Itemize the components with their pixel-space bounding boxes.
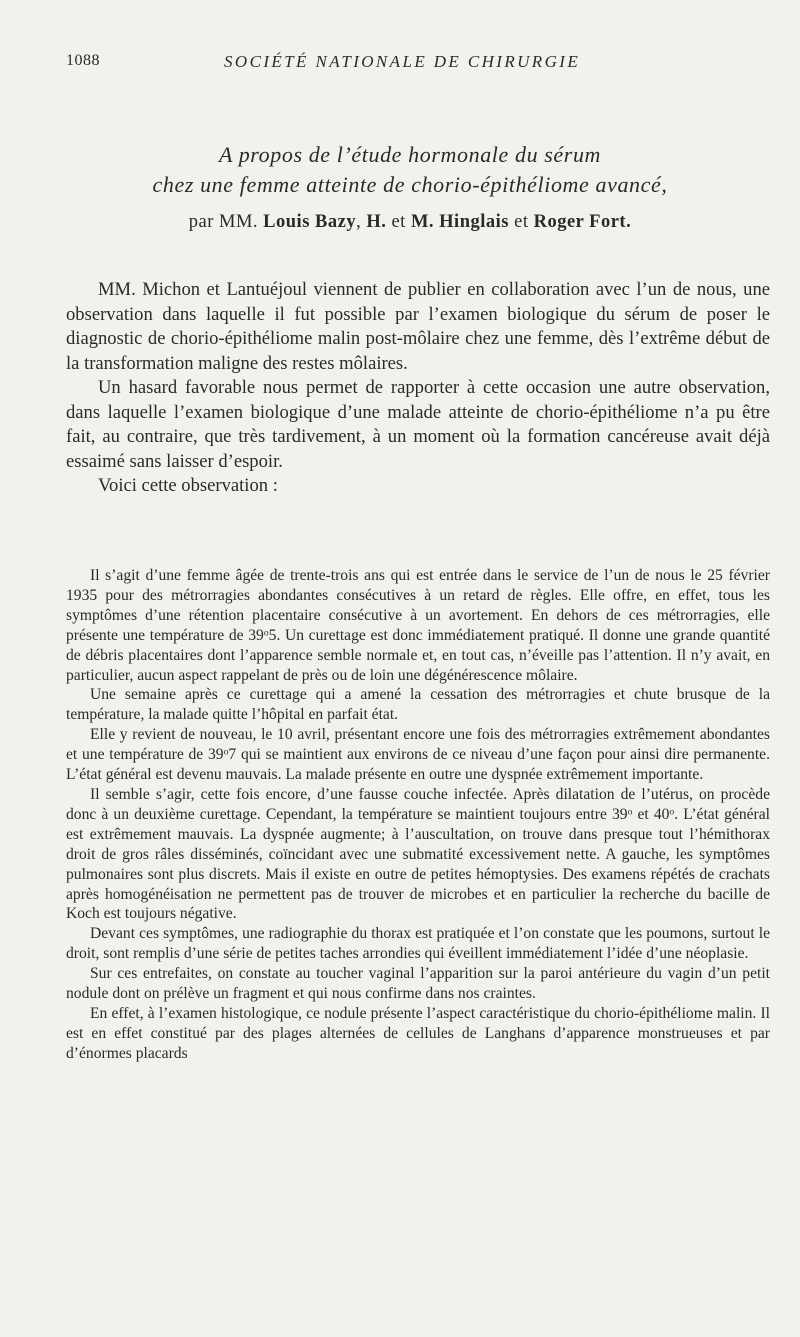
title-line-1: A propos de l’étude hormonale du sérum <box>218 142 602 167</box>
observation-paragraph-4: Il semble s’agir, cette fois encore, d’une fausse couche infectée. Après dilatation de l’utérus, on procède donc à un deuxième curettage. Cependant, la température se maintient toujours entre 39$^o$ et 40$^o$. L’état général est extrêmement mauvais. La dyspnée augmente; à l’auscultation, on trouve dans presque tout l’hémithorax droit de gros râles disséminés, coïncidant avec une submatité excessivement nette. A gauche, les symptômes pulmonaires sont plus discrets. Mais il existe en outre de petites hémoptysies. Des examens répétés de crachats après homogénéisation ne permettent pas de trouver de microbes et en particulier la recherche du bacille de Koch est toujours négative. <box>66 785 770 923</box>
byline-conjunction-2: et <box>514 212 529 232</box>
observation-paragraph-6: Sur ces entrefaites, on constate au toucher vaginal l’apparition sur la paroi antérieure du vagin d’un petit nodule dont on prélève un fragment et qui nous confirme dans nos craintes. <box>66 965 770 1003</box>
article-title <box>60 140 760 200</box>
intro-paragraph-1: MM. Michon et Lantuéjoul viennent de publier en collaboration avec l’un de nous, une observation dans laquelle il fut possible par l’examen biologique du sérum de poser le diagnostic de chorio-épithéliome malin post-môlaire chez une femme, dès l’extrême début de la transformation maligne des restes môlaires. <box>66 279 770 374</box>
running-header <box>66 52 758 76</box>
byline-prefix: par MM. <box>188 212 259 232</box>
intro-paragraph-3: Voici cette observation : <box>98 475 278 496</box>
author-2: Hinglais <box>439 212 509 232</box>
observation-paragraph-1: Il s’agit d’une femme âgée de trente-trois ans qui est entrée dans le service de l’un de nous le 25 février 1935 pour des métrorragies abondantes consécutives à un retard de règles. Elle offre, en effet, tous les symptômes d’une rétention placentaire consécutive à un avortement. En dehors de ces métrorragies, elle présente une température de 39$^o$5. Un curettage est donc immédiatement pratiqué. Il donne une grande quantité de débris placentaires dont l’apparence semble normale et, en tout cas, n’éveille pas l’attention. Il n’y avait, en particulier, aucun aspect rappelant de près ou de loin une dégénérescence môlaire. <box>66 567 770 684</box>
author-2-initial: M. <box>410 212 435 232</box>
observation-paragraph-7: En effet, à l’examen histologique, ce nodule présente l’aspect caractéristique du chorio-épithéliome malin. Il est en effet constitué par des plages alternées de cellules de Langhans d’apparence monstrueuses et par d’énormes placards <box>66 1004 770 1062</box>
observation-paragraph-5: Devant ces symptômes, une radiographie du thorax est pratiquée et l’on constate que les poumons, surtout le droit, sont remplis d’une série de petites taches arrondies qui éveillent immédiatement l’idée d’une néoplasie. <box>66 925 770 963</box>
intro-paragraph-2: Un hasard favorable nous permet de rapporter à cette occasion une autre observation, dans laquelle l’examen biologique d’une malade atteinte de chorio-épithéliome n’a pu être fait, au contraire, que très tardivement, à un moment où la formation cancéreuse avait déjà essaimé sans laisser d’espoir. <box>66 377 770 472</box>
introduction <box>66 278 770 499</box>
title-line-2: chez une femme atteinte de chorio-épithéliome avancé, <box>152 172 668 197</box>
author-1-initial: H. <box>366 212 387 232</box>
journal-name: SOCIÉTÉ NATIONALE DE CHIRURGIE <box>224 52 581 71</box>
author-1: Louis Bazy <box>263 212 357 232</box>
author-3: Roger Fort. <box>533 212 632 232</box>
byline: par MM. Louis Bazy, H. et M. Hinglais et Roger Fort. <box>188 212 632 232</box>
observation-paragraph-2: Une semaine après ce curettage qui a amené la cessation des métrorragies et chute brusque de la température, la malade quitte l’hôpital en parfait état. <box>66 686 770 724</box>
byline-conjunction-1: et <box>391 212 406 232</box>
observation-paragraph-3: Elle y revient de nouveau, le 10 avril, présentant encore une fois des métrorragies extrêmement abondantes et une température de 39$^o$7 qui se maintient aux environs de ce niveau d’une façon pour ainsi dire permanente. L’état général est devenu mauvais. La malade présente en outre une dyspnée extrêmement importante. <box>66 726 770 784</box>
page-number: 1088 <box>66 52 100 69</box>
observation-text <box>66 566 770 1064</box>
